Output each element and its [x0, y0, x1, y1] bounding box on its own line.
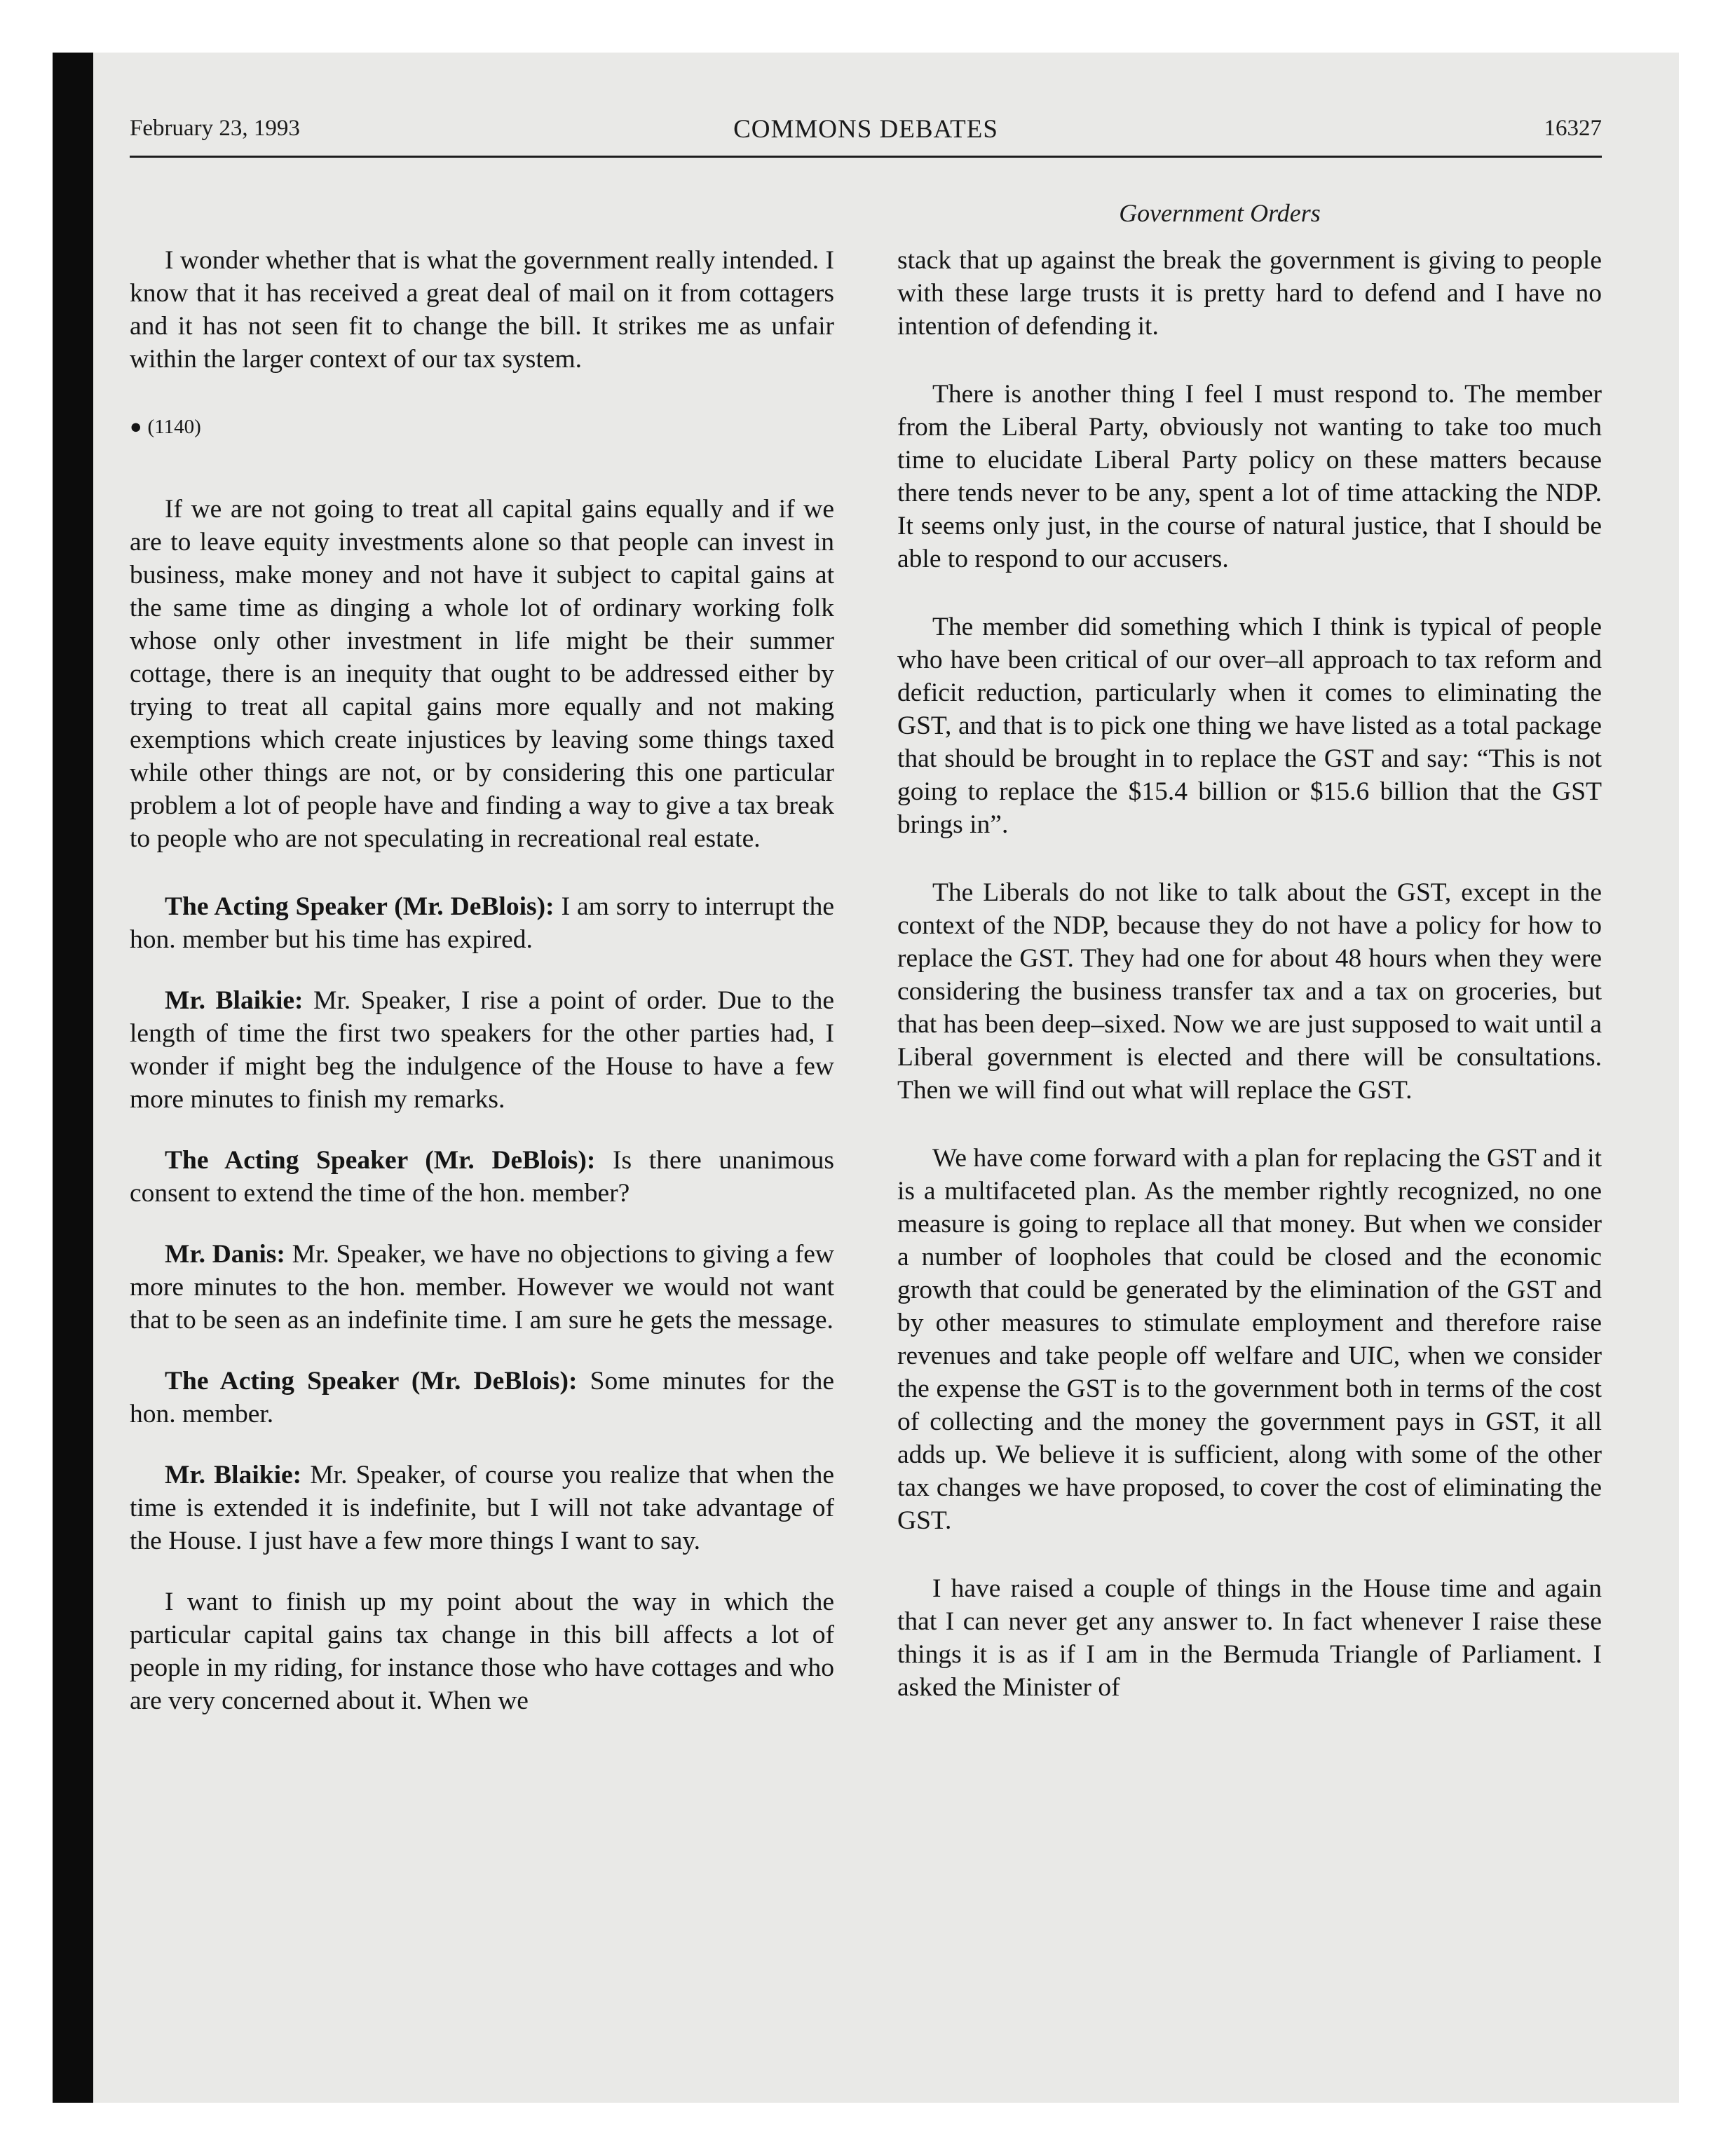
speaker-name: Mr. Danis:	[165, 1240, 285, 1269]
speech	[130, 984, 834, 1116]
paragraph: I wonder whether that is what the government really intended. I know that it has received a great deal of mail on it from cottagers and it has not seen fit to change the bill. It strikes me as unfair within the larger context of our tax system.	[130, 246, 834, 374]
header-publication-title: COMMONS DEBATES	[733, 115, 998, 144]
time-marker-text: (1140)	[147, 416, 201, 438]
speech-text: Mr. Speaker, we have no objections to giving a few more minutes to the hon. member. However we would not want that to be seen as an indefinite time. I am sure he gets the message.	[130, 1240, 834, 1335]
speaker-name: The Acting Speaker (Mr. DeBlois):	[165, 1146, 596, 1175]
speech-text: I am sorry to interrupt the hon. member but his time has expired.	[130, 892, 834, 954]
paragraph: We have come forward with a plan for replacing the GST and it is a multifaceted plan. As the member rightly recognized, no one measure is going to replace all that money. But when we consider a number of loopholes that could be closed and the economic growth that could be generated by the elimination of the GST and by other measures to stimulate employment and therefore raise revenues and take people off welfare and UIC, when we consider the expense the GST is to the government both in terms of the cost of collecting and the money the government pays in GST, it all adds up. We believe it is sufficient, along with some of the other tax changes we have proposed, to cover the cost of eliminating the GST.	[897, 1144, 1602, 1535]
paragraph: The member did something which I think is typical of people who have been critical of our over–all approach to tax reform and deficit reduction, particularly when it comes to eliminating the GST, and that is to pick one thing we have listed as a total package that should be brought in to replace the GST and say: “This is not going to replace the $15.4 billion or $15.6 billion that the GST brings in”.	[897, 613, 1602, 839]
speaker-name: Mr. Blaikie:	[165, 986, 304, 1015]
paragraph: If we are not going to treat all capital gains equally and if we are to leave equity investments alone so that people can invest in business, make money and not have it subject to capital gains at the same time as dinging a whole lot of ordinary working folk whose only other investment in life might be their summer cottage, there is an inequity that ought to be addressed either by trying to treat all capital gains more equally and not making exemptions which create injustices by leaving some things taxed while other things are not, or by considering this one particular problem a lot of people have and finding a way to give a tax break to people who are not speculating in recreational real estate.	[130, 495, 834, 853]
paragraph: I want to finish up my point about the way in which the particular capital gains tax change in this bill affects a lot of people in my riding, for instance those who have cottages and who are very concerned about it. When we	[130, 1588, 834, 1715]
speech-text: Some minutes for the hon. member.	[130, 1367, 834, 1428]
speech-text: Mr. Speaker, I rise a point of order. Due to the length of time the first two speakers for the other parties had, I wonder if might beg the indulgence of the House to have a few more minutes to finish my remarks.	[130, 986, 834, 1114]
speech	[130, 890, 834, 956]
time-marker	[130, 411, 834, 444]
speaker-name: The Acting Speaker (Mr. DeBlois):	[165, 892, 554, 921]
speaker-name: The Acting Speaker (Mr. DeBlois):	[165, 1367, 578, 1396]
speech	[130, 1459, 834, 1557]
speech	[130, 1238, 834, 1337]
paragraph: There is another thing I feel I must respond to. The member from the Liberal Party, obviously not wanting to take too much time to elucidate Liberal Party policy on these matters because there tends never to be any, spent a lot of time attacking the NDP. It seems only just, in the course of natural justice, that I should be able to respond to our accusers.	[897, 380, 1602, 573]
header-rule	[130, 156, 1602, 158]
bullet-icon: ●	[130, 416, 142, 438]
header-page-number: 16327	[1544, 116, 1602, 141]
running-header	[130, 116, 1602, 158]
header-date: February 23, 1993	[130, 116, 300, 141]
section-title: Government Orders	[1119, 199, 1321, 227]
paragraph: I have raised a couple of things in the House time and again that I can never get any answer to. In fact whenever I raise these things it is as if I am in the Bermuda Triangle of Parliament. I asked the Minister of	[897, 1574, 1602, 1702]
speaker-name: Mr. Blaikie:	[165, 1461, 302, 1489]
paragraph: The Liberals do not like to talk about the GST, except in the context of the NDP, because they do not have a policy for how to replace the GST. They had one for about 48 hours when they were considering the business transfer tax and a tax on groceries, but that has been deep–sixed. Now we are just supposed to wait until a Liberal government is elected and there will be consultations. Then we will find out what will replace the GST.	[897, 878, 1602, 1105]
paragraph: stack that up against the break the government is giving to people with these large trusts it is pretty hard to defend and I have no intention of defending it.	[897, 246, 1602, 341]
speech	[130, 1144, 834, 1210]
right-column	[897, 244, 1602, 1739]
speech-text: Is there unanimous consent to extend the time of the hon. member?	[130, 1146, 834, 1208]
speech-text: Mr. Speaker, of course you realize that when the time is extended it is indefinite, but I will not take advantage of the House. I just have a few more things I want to say.	[130, 1461, 834, 1555]
speech	[130, 1365, 834, 1431]
left-column	[130, 244, 834, 1752]
scan-binding-edge	[53, 53, 93, 2103]
